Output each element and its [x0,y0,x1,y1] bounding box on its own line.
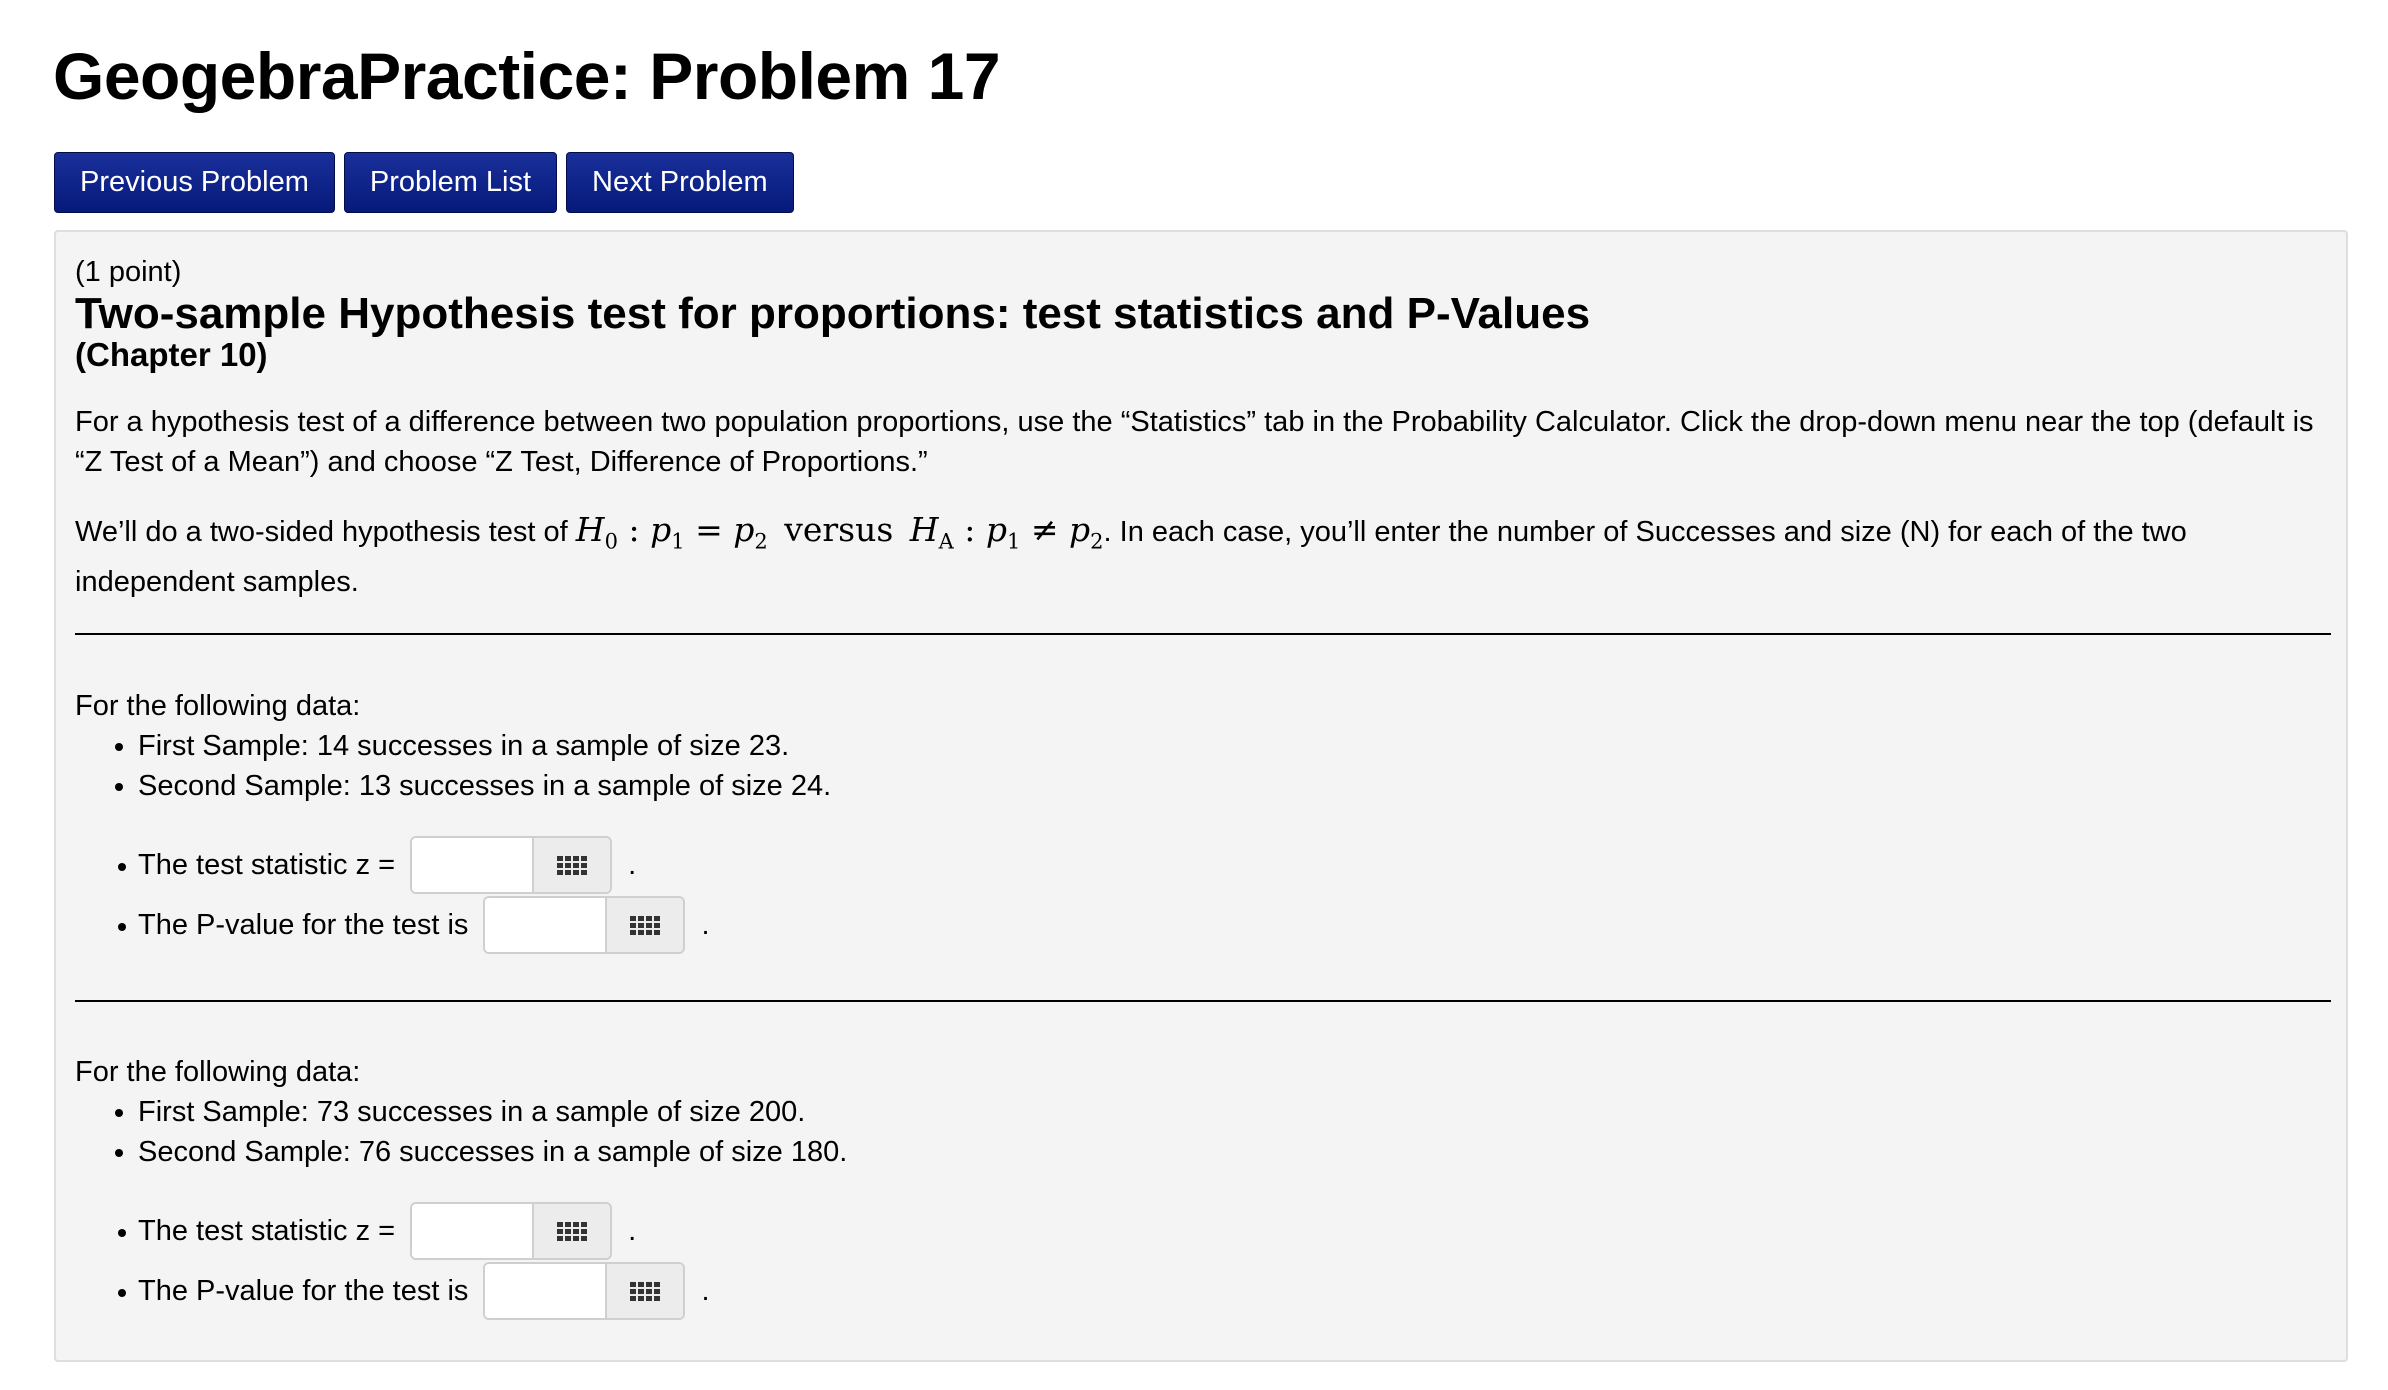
first-sample: • First Sample: 14 successes in a sample of size 23. [138,726,831,766]
answer-field [483,1262,685,1320]
test-statistic-input[interactable] [412,1204,532,1258]
problem-panel [54,230,2348,1362]
math-keyboard-button[interactable] [605,1264,683,1318]
problem-title: Two-sample Hypothesis test for proportions: test statistics and P-Values [75,289,1591,338]
answer-row-p-1 [138,896,710,954]
previous-problem-button[interactable]: Previous Problem [54,152,335,213]
problem-chapter: (Chapter 10) [75,336,268,373]
bullet [118,923,126,931]
p-value-label: The P-value for the test is [138,908,469,941]
answer-row-p-2 [138,1262,710,1320]
bullet [118,1289,126,1297]
p-value-input[interactable] [485,1264,605,1318]
problem-list-button[interactable]: Problem List [344,152,557,213]
answer-row-z-2 [138,1202,636,1260]
sample-list [75,726,831,806]
sample-list [75,1092,847,1172]
data-block-1 [75,686,831,806]
first-sample: • First Sample: 73 successes in a sample of size 200. [138,1092,847,1132]
test-statistic-input[interactable] [412,838,532,892]
problem-points: (1 point) [75,256,182,288]
keyboard-grid-icon [630,1282,660,1301]
keyboard-grid-icon [630,916,660,935]
intro-paragraph: For a hypothesis test of a difference between two population proportions, use the “Statistics” tab in the Probability Calculator. Click the drop-down menu near the top (default is “Z Test of a Mean”) and choose “Z Test, Difference of Proportions.” [75,406,2314,478]
problem-navigation [54,152,794,213]
period: . [701,908,710,941]
p-value-label: The P-value for the test is [138,1274,469,1307]
math-keyboard-button[interactable] [532,838,610,892]
hypothesis-formula: $H_0$ : $p_1 = p_2$ versus $H_A$ : $p_1 \ne p_2$ [575,510,1104,554]
test-statistic-label: The test statistic z = [138,1214,396,1247]
second-sample: • Second Sample: 76 successes in a sample of size 180. [138,1132,847,1172]
test-statistic-label: The test statistic z = [138,848,396,881]
answer-field [483,896,685,954]
data-block-2 [75,1052,847,1172]
math-keyboard-button[interactable] [605,898,683,952]
p-value-input[interactable] [485,898,605,952]
keyboard-grid-icon [557,856,587,875]
hypothesis-suffix: . In each case, you’ll enter the number of Successes and size (N) for each of the two independent samples. [75,516,2187,598]
math-keyboard-button[interactable] [532,1204,610,1258]
answer-field [410,836,612,894]
page-title: GeogebraPractice: Problem 17 [53,39,1001,113]
data-lead: For the following data: [75,690,361,722]
second-sample: • Second Sample: 13 successes in a sample of size 24. [138,766,831,806]
next-problem-button[interactable]: Next Problem [566,152,794,213]
answer-row-z-1 [138,836,636,894]
keyboard-grid-icon [557,1222,587,1241]
data-lead: For the following data: [75,1056,361,1088]
answer-field [410,1202,612,1260]
period: . [701,1274,710,1307]
bullet [118,863,126,871]
period: . [628,1214,637,1247]
hypothesis-paragraph [75,510,2325,602]
divider [75,633,2331,635]
bullet [118,1229,126,1237]
divider [75,1000,2331,1002]
period: . [628,848,637,881]
hypothesis-prefix: We’ll do a two-sided hypothesis test of [75,516,568,548]
